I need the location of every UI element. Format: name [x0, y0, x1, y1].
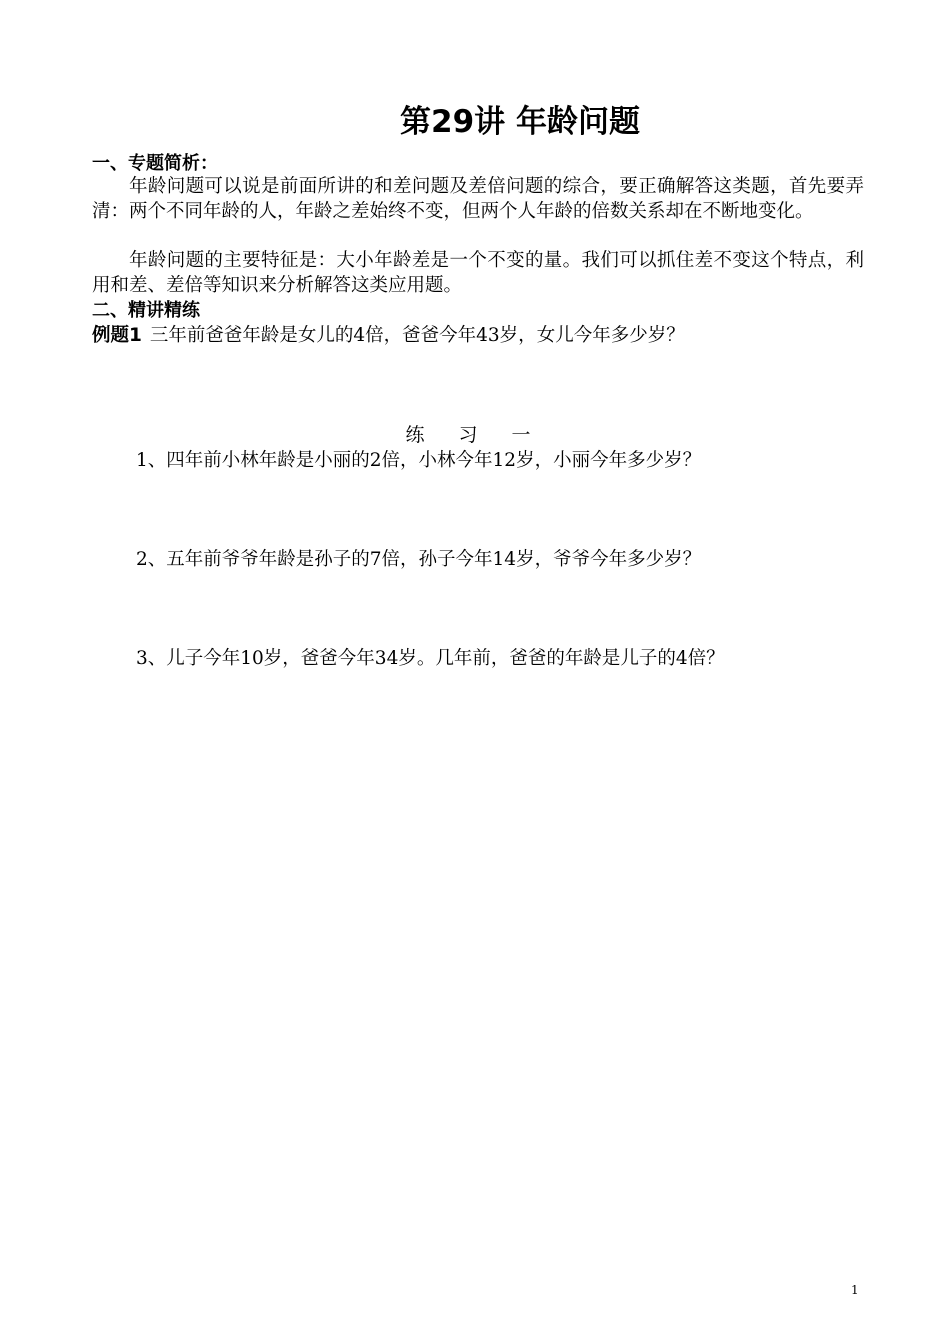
example-1 [92, 324, 685, 348]
example-label: 例题1 [92, 325, 142, 346]
page-number: 1 [851, 1283, 859, 1297]
exercise-question-3: 3、儿子今年10岁，爸爸今年34岁。几年前，爸爸的年龄是儿子的4倍？ [136, 648, 725, 669]
exercise-title: 练 习 一 [405, 424, 545, 446]
section-heading-analysis: 一、专题简析： [92, 153, 218, 174]
section-heading-practice: 二、精讲精练 [92, 300, 200, 321]
page-title: 第29讲 年龄问题 [400, 104, 640, 140]
exercise-question-1: 1、四年前小林年龄是小丽的2倍，小林今年12岁，小丽今年多少岁？ [136, 450, 702, 471]
analysis-paragraph-2: 年龄问题的主要特征是：大小年龄差是一个不变的量。我们可以抓住差不变这个特点，利用和差、差倍等知识来分析解答这类应用题。 [92, 250, 864, 296]
exercise-question-2: 2、五年前爷爷年龄是孙子的7倍，孙子今年14岁，爷爷今年多少岁？ [136, 549, 702, 570]
analysis-paragraph-1: 年龄问题可以说是前面所讲的和差问题及差倍问题的综合，要正确解答这类题，首先要弄清：两个不同年龄的人，年龄之差始终不变，但两个人年龄的倍数关系却在不断地变化。 [92, 176, 864, 222]
example-text: 三年前爸爸年龄是女儿的4倍，爸爸今年43岁，女儿今年多少岁？ [149, 325, 685, 346]
